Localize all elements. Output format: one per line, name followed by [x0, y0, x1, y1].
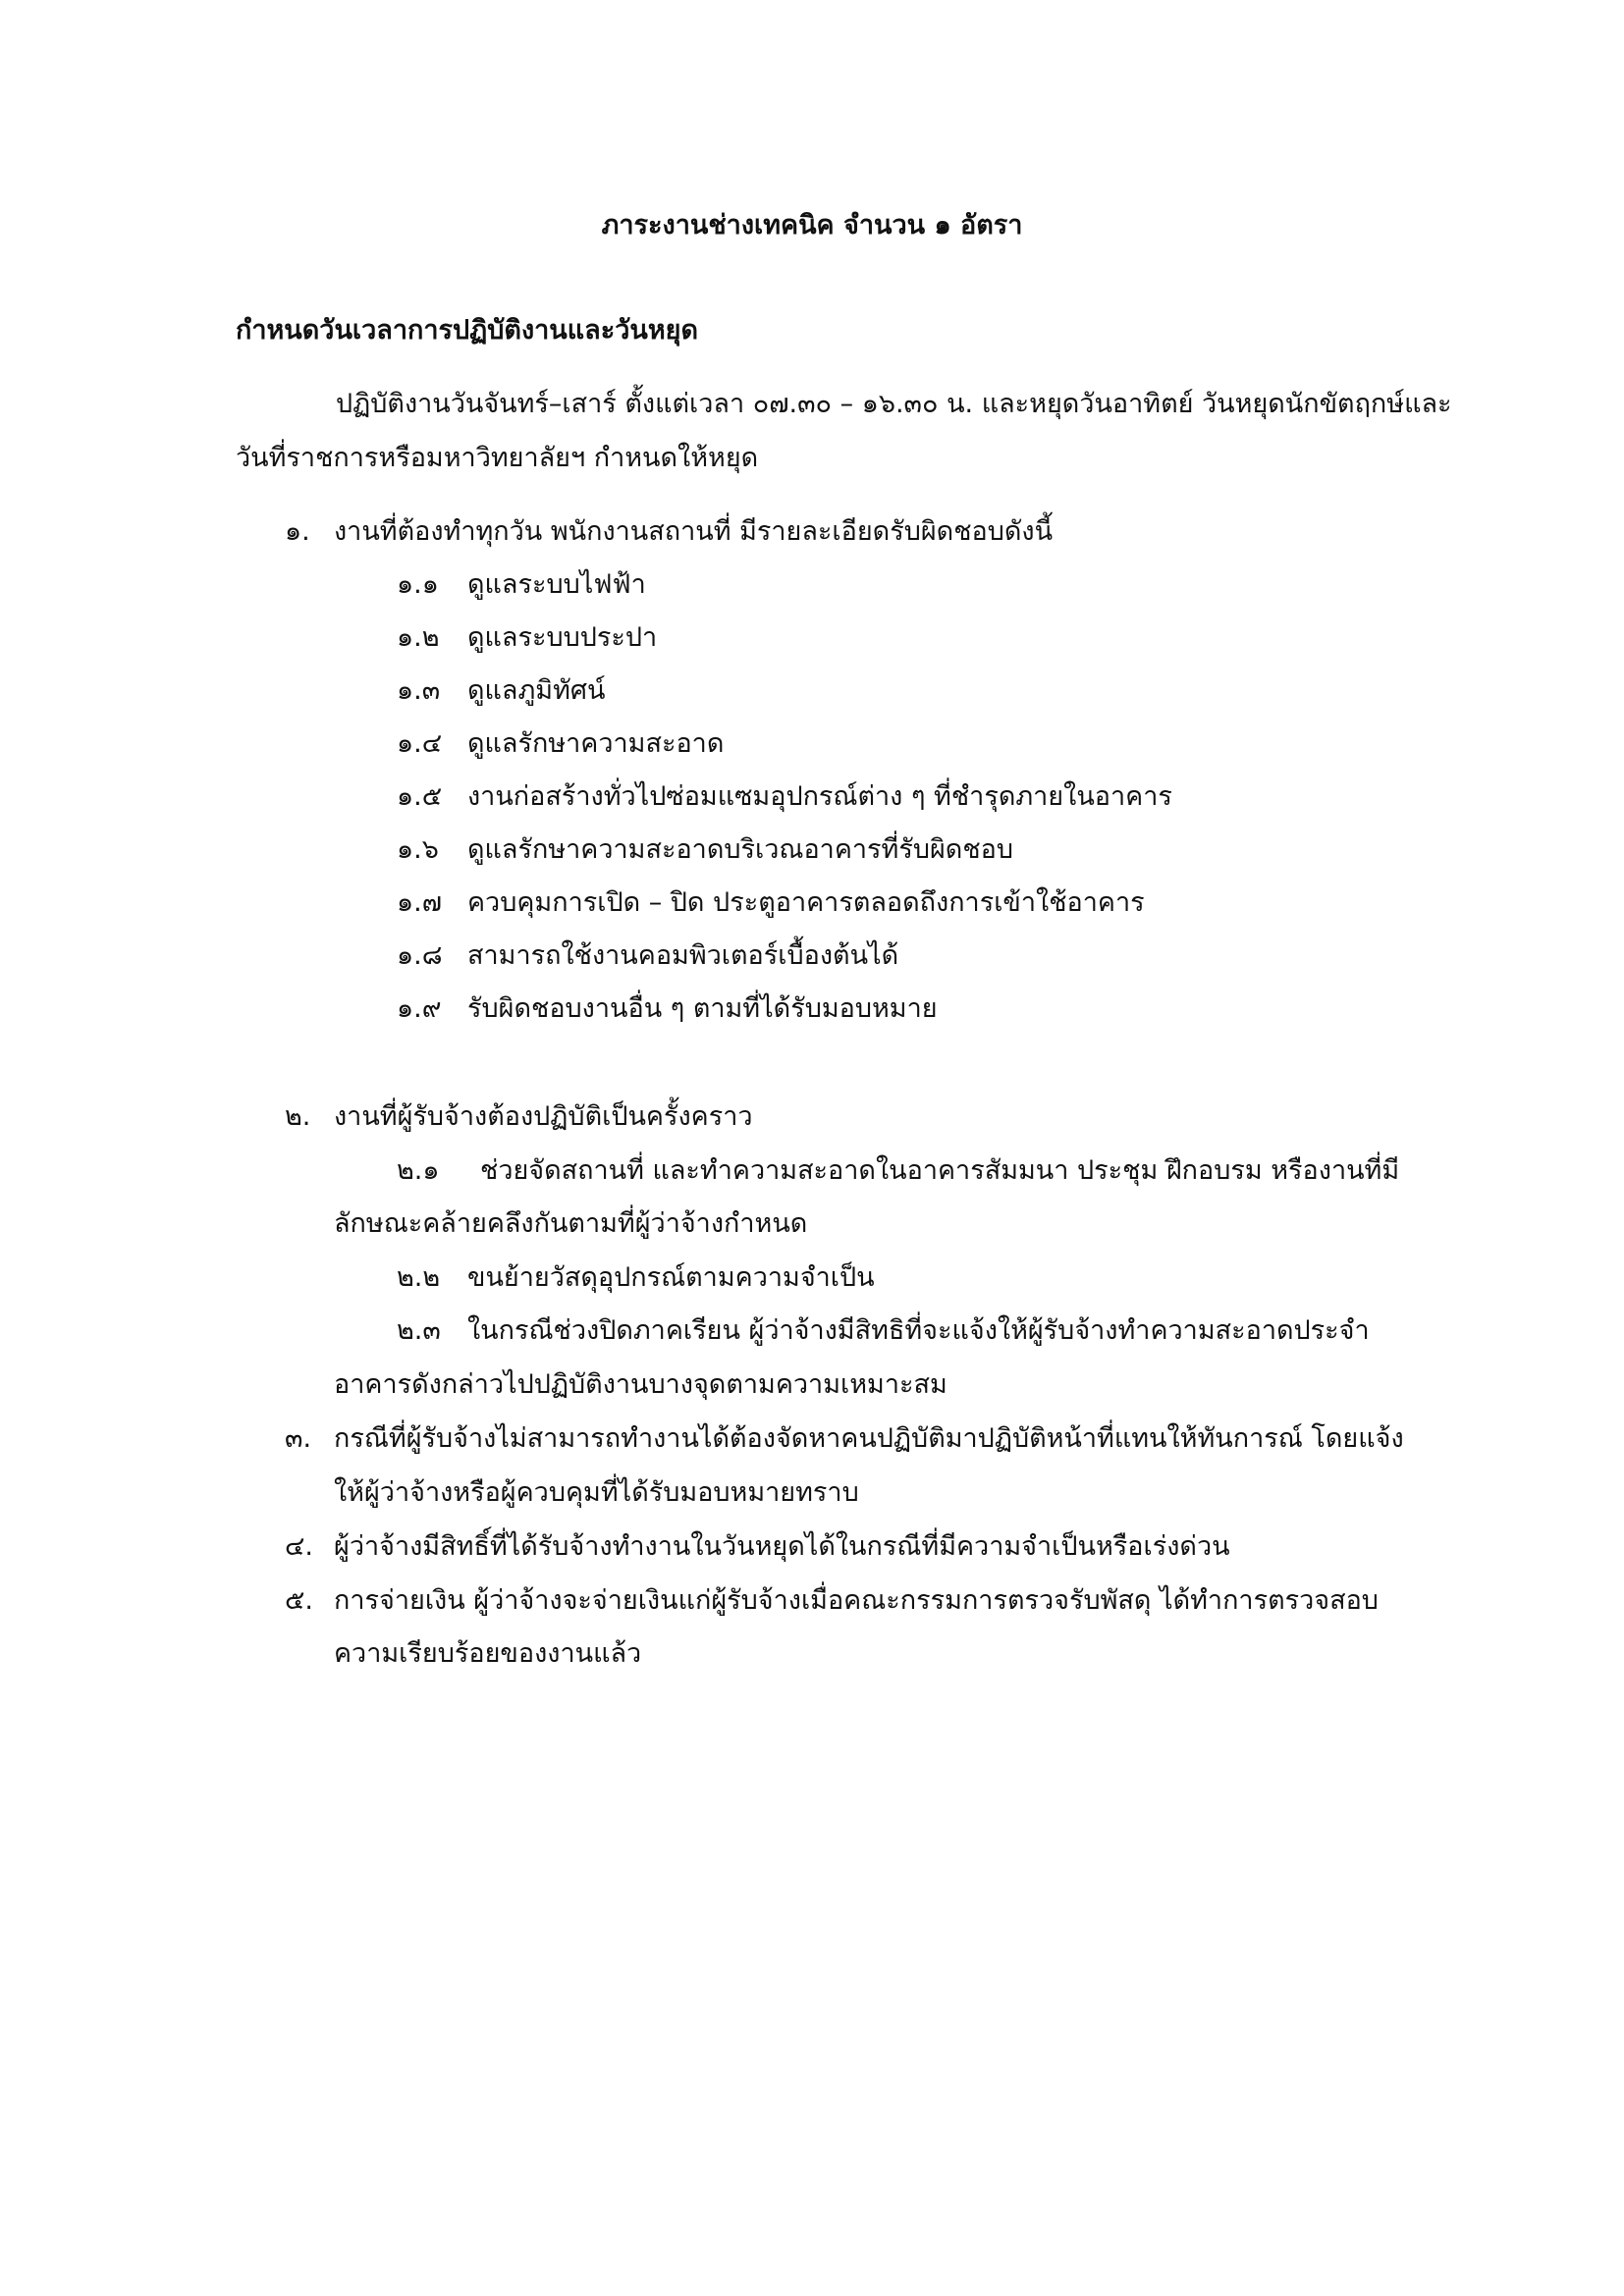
sub-item-1-1 — [397, 565, 646, 605]
sub-item-text: ขนย้ายวัสดุอุปกรณ์ตามความจำเป็น — [467, 1262, 875, 1293]
sub-item-number: ๑.๖ — [397, 834, 439, 865]
sub-item-number: ๒.๒ — [397, 1262, 441, 1293]
sub-item-number: ๑.๑ — [397, 569, 439, 600]
sub-item-1-6 — [397, 830, 1013, 870]
sub-item-text: รับผิดชอบงานอื่น ๆ ตามที่ได้รับมอบหมาย — [467, 993, 938, 1024]
list-item-text: การจ่ายเงิน ผู้ว่าจ้างจะจ่ายเงินแก่ผู้รับจ้างเมื่อคณะกรรมการตรวจรับพัสดุ ได้ทำการตรวจสอบ — [334, 1585, 1379, 1616]
sub-item-2-1-continuation: ลักษณะคล้ายคลึงกันตามที่ผู้ว่าจ้างกำหนด — [334, 1208, 808, 1239]
list-item-number: ๕. — [285, 1585, 314, 1616]
sub-item-number: ๑.๕ — [397, 781, 443, 812]
document-title: ภาระงานช่างเทคนิค จำนวน ๑ อัตรา — [601, 210, 1023, 240]
list-item-5-continuation: ความเรียบร้อยของงานแล้ว — [334, 1638, 642, 1669]
sub-item-number: ๒.๓ — [397, 1315, 441, 1346]
list-item-text: กรณีที่ผู้รับจ้างไม่สามารถทำงานได้ต้องจัดหาคนปฏิบัติมาปฏิบัติหน้าที่แทนให้ทันการณ์ โดยแจ้ง — [334, 1423, 1404, 1454]
list-item-number: ๑. — [285, 516, 310, 547]
list-item-number: ๔. — [285, 1531, 314, 1562]
sub-item-number: ๑.๘ — [397, 940, 443, 971]
list-item-3-continuation: ให้ผู้ว่าจ้างหรือผู้ควบคุมที่ได้รับมอบหมายทราบ — [334, 1477, 859, 1508]
sub-item-text: ดูแลรักษาความสะอาด — [467, 728, 725, 759]
sub-item-text: ดูแลระบบไฟฟ้า — [467, 569, 646, 600]
list-item-3 — [285, 1419, 1404, 1459]
sub-item-text: ช่วยจัดสถานที่ และทำความสะอาดในอาคารสัมมนา ประชุม ฝึกอบรม หรืองานที่มี — [480, 1155, 1400, 1186]
list-item-text: งานที่ต้องทำทุกวัน พนักงานสถานที่ มีรายละเอียดรับผิดชอบดังนี้ — [334, 516, 1054, 547]
list-item-5 — [285, 1581, 1379, 1621]
sub-item-1-3 — [397, 671, 605, 711]
sub-item-text: ในกรณีช่วงปิดภาคเรียน ผู้ว่าจ้างมีสิทธิที่จะแจ้งให้ผู้รับจ้างทำความสะอาดประจำ — [467, 1315, 1370, 1346]
sub-item-text: ดูแลภูมิทัศน์ — [467, 675, 606, 706]
sub-item-1-9 — [397, 989, 938, 1029]
list-item-2 — [285, 1097, 753, 1137]
sub-item-text: ดูแลรักษาความสะอาดบริเวณอาคารที่รับผิดชอบ — [467, 834, 1014, 865]
sub-item-number: ๑.๙ — [397, 993, 442, 1024]
list-item-1 — [285, 512, 1053, 552]
sub-item-1-7 — [397, 883, 1145, 923]
sub-item-number: ๑.๗ — [397, 887, 443, 918]
sub-item-number: ๑.๔ — [397, 728, 443, 759]
sub-item-number: ๑.๒ — [397, 622, 440, 653]
intro-line-1: ปฏิบัติงานวันจันทร์–เสาร์ ตั้งแต่เวลา ๐๗.๓๐ – ๑๖.๓๐ น. และหยุดวันอาทิตย์ วันหยุดนักขัตฤกษ์และ — [336, 389, 1452, 419]
list-item-text: งานที่ผู้รับจ้างต้องปฏิบัติเป็นครั้งคราว — [334, 1101, 753, 1132]
sub-item-2-3-continuation: อาคารดังกล่าวไปปฏิบัติงานบางจุดตามความเหมาะสม — [334, 1369, 947, 1400]
intro-line-2: วันที่ราชการหรือมหาวิทยาลัยฯ กำหนดให้หยุด — [236, 443, 759, 473]
list-item-number: ๒. — [285, 1101, 311, 1132]
sub-item-2-2 — [397, 1258, 875, 1298]
sub-item-text: ควบคุมการเปิด – ปิด ประตูอาคารตลอดถึงการเข้าใช้อาคาร — [467, 887, 1145, 918]
sub-item-2-3 — [397, 1311, 1370, 1351]
sub-item-text: สามารถใช้งานคอมพิวเตอร์เบื้องต้นได้ — [467, 940, 899, 971]
list-item-4 — [285, 1527, 1230, 1567]
sub-item-text: งานก่อสร้างทั่วไปซ่อมแซมอุปกรณ์ต่าง ๆ ที่ชำรุดภายในอาคาร — [467, 781, 1172, 812]
list-item-number: ๓. — [285, 1423, 312, 1454]
sub-item-1-4 — [397, 724, 724, 764]
sub-item-number: ๑.๓ — [397, 675, 441, 706]
sub-item-2-1 — [397, 1151, 1399, 1191]
sub-item-1-5 — [397, 777, 1172, 817]
sub-item-1-8 — [397, 936, 898, 976]
list-item-text: ผู้ว่าจ้างมีสิทธิ์ที่ได้รับจ้างทำงานในวันหยุดได้ในกรณีที่มีความจำเป็นหรือเร่งด่วน — [334, 1531, 1230, 1562]
sub-item-1-2 — [397, 618, 657, 658]
sub-item-text: ดูแลระบบประปา — [467, 622, 658, 653]
section-heading: กำหนดวันเวลาการปฏิบัติงานและวันหยุด — [236, 315, 698, 346]
sub-item-number: ๒.๑ — [397, 1155, 440, 1186]
